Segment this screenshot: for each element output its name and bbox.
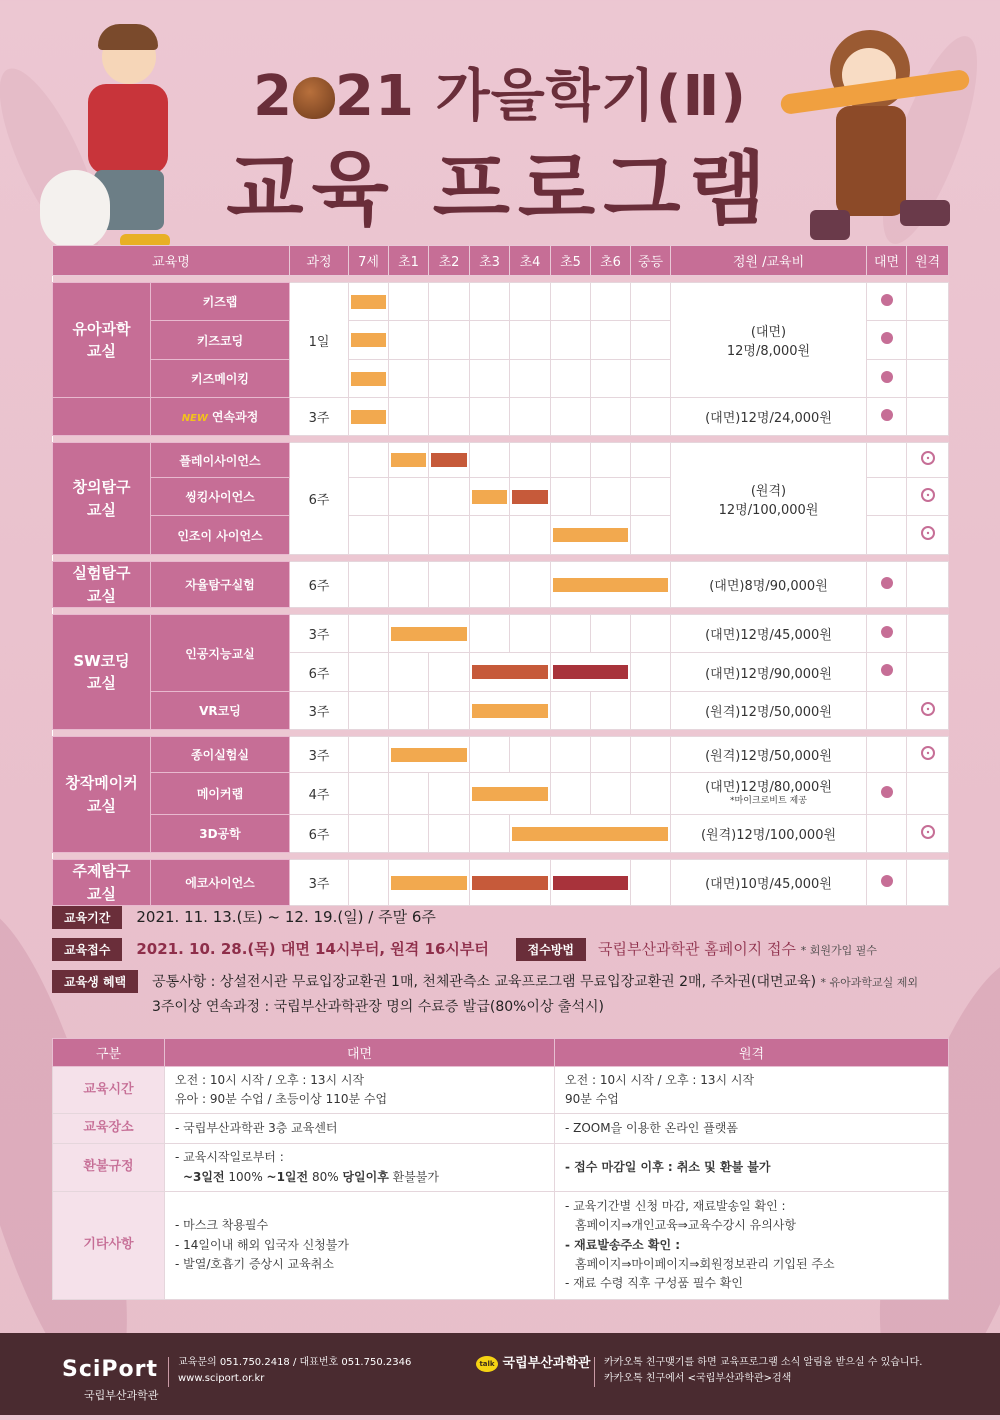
online-ring-icon	[921, 526, 935, 540]
fee-cell: (대면)8명/90,000원	[671, 562, 867, 608]
age-bar	[512, 827, 668, 841]
apply-label: 교육접수	[52, 938, 122, 961]
age-bar	[472, 704, 548, 718]
online-ring-icon	[921, 702, 935, 716]
header-g6: 초6	[591, 246, 631, 276]
offline-dot-icon	[881, 294, 893, 306]
category-maker: 창작메이커 교실	[53, 737, 151, 853]
fee-cell: (대면)12명/45,000원	[671, 615, 867, 653]
benefit-line1: 공통사항 : 상설전시관 무료입장교환권 1매, 천체관측소 교육프로그램 무료입장교환권 2매, 주차권(대면교육)	[152, 974, 817, 990]
duration-cell: 3주	[290, 737, 349, 773]
duration-cell: 3주	[290, 692, 349, 730]
refund-offline: - 교육시작일로부터 : ~3일전 100% ~1일전 80% 당일이후 환불불가	[165, 1144, 555, 1191]
benefit-line2: 3주이상 연속과정 : 국립부산과학관장 명의 수료증 발급(80%이상 출석시)	[152, 999, 604, 1015]
info-apply	[52, 938, 877, 961]
age-bar	[553, 528, 628, 542]
table-row	[53, 1144, 949, 1191]
online-ring-icon	[921, 488, 935, 502]
period-label: 교육기간	[52, 906, 122, 929]
program-enjoyscience: 인조이 사이언스	[151, 516, 290, 555]
program-kidscoding: 키즈코딩	[151, 321, 290, 360]
fee-cell: (원격)12명/100,000원	[671, 815, 867, 853]
page-title: 2 21 가을학기(Ⅱ)	[253, 64, 747, 129]
offline-dot-icon	[881, 371, 893, 383]
fee-cell: (대면) 12명/8,000원	[671, 283, 867, 398]
category-sw: SW코딩 교실	[53, 615, 151, 730]
header-g4: 초4	[510, 246, 551, 276]
duration-cell: 6주	[290, 562, 349, 608]
contact-phone: 교육문의 051.750.2418 / 대표번호 051.750.2346	[178, 1357, 412, 1368]
table-row	[53, 737, 949, 773]
duration-cell: 1일	[290, 283, 349, 398]
table-row	[53, 398, 949, 436]
method-label: 접수방법	[516, 938, 586, 961]
fee-cell: (대면)12명/90,000원	[671, 653, 867, 692]
age-bar	[351, 295, 386, 309]
program-kidsmaking: 키즈메이킹	[151, 360, 290, 398]
etc-offline: - 마스크 착용필수 - 14일이내 해외 입국자 신청불가 - 발열/호흡기 증상시 교육취소	[165, 1191, 555, 1299]
kakao-notice: 카카오톡 친구맺기를 하면 교육프로그램 소식 알림을 받으실 수 있습니다. 카카오톡 친구에서 <국립부산과학관>검색	[604, 1357, 923, 1384]
offline-dot-icon	[881, 577, 893, 589]
offline-dot-icon	[881, 875, 893, 887]
online-ring-icon	[921, 451, 935, 465]
table-row	[53, 692, 949, 730]
duration-cell: 3주	[290, 860, 349, 906]
header-age7: 7세	[349, 246, 389, 276]
age-bar	[553, 665, 628, 679]
table-row	[53, 1114, 949, 1144]
table-row	[53, 443, 949, 478]
age-bar	[553, 578, 668, 592]
age-bar	[391, 627, 467, 641]
category-lab: 실험탐구 교실	[53, 562, 151, 608]
age-bar	[351, 372, 386, 386]
age-bar	[472, 876, 548, 890]
table-row	[53, 860, 949, 906]
fee-cell: (원격)12명/50,000원	[671, 737, 867, 773]
online-ring-icon	[921, 746, 935, 760]
table-row	[53, 815, 949, 853]
sciport-logo: SciPort 국립부산과학관	[62, 1357, 159, 1403]
header-fee: 정원 /교육비	[671, 246, 867, 276]
time-offline: 오전 : 10시 시작 / 오후 : 13시 시작 유아 : 90분 수업 / 초등이상 110분 수업	[165, 1067, 555, 1114]
etc-online: - 교육기간별 신청 마감, 재료발송일 확인 : 홈페이지⇒개인교육⇒교육수강시 유의사항 - 재료발송주소 확인 : 홈페이지⇒마이페이지⇒회원정보관리 기입된 주소 - 재료 수령 직후 구성품 필수 확인	[555, 1191, 949, 1299]
header-duration: 과정	[290, 246, 349, 276]
place-online: - ZOOM을 이용한 온라인 플랫폼	[555, 1114, 949, 1144]
program-3d: 3D공학	[151, 815, 290, 853]
duration-cell: 3주	[290, 398, 349, 436]
header-g3: 초3	[470, 246, 510, 276]
duration-cell: 6주	[290, 653, 349, 692]
age-bar	[431, 453, 467, 467]
program-thinkingscience: 씽킹사이언스	[151, 478, 290, 516]
info-period	[52, 906, 436, 929]
program-paper: 종이실험실	[151, 737, 290, 773]
table-row	[53, 283, 949, 321]
detail-header-row	[53, 1039, 949, 1067]
category-theme: 주제탐구 교실	[53, 860, 151, 906]
age-bar	[391, 748, 467, 762]
offline-dot-icon	[881, 626, 893, 638]
age-bar	[512, 490, 548, 504]
kakao-talk-icon: talk	[476, 1356, 498, 1372]
benefit-label: 교육생 혜택	[52, 970, 138, 993]
refund-online: - 접수 마감일 이후 : 취소 및 환불 불가	[555, 1144, 949, 1191]
row-label-time: 교육시간	[53, 1067, 165, 1114]
website-link[interactable]: www.sciport.or.kr	[178, 1372, 265, 1384]
row-label-refund: 환불규정	[53, 1144, 165, 1191]
age-bar	[391, 453, 426, 467]
place-offline: - 국립부산과학관 3층 교육센터	[165, 1114, 555, 1144]
header-program: 교육명	[53, 246, 290, 276]
fee-cell: (원격)12명/50,000원	[671, 692, 867, 730]
table-row	[53, 615, 949, 653]
program-kidslab: 키즈랩	[151, 283, 290, 321]
program-playscience: 플레이사이언스	[151, 443, 290, 478]
schedule-header-row	[53, 246, 949, 276]
method-note: * 회원가입 필수	[800, 944, 877, 957]
time-online: 오전 : 10시 시작 / 오후 : 13시 시작 90분 수업	[555, 1067, 949, 1114]
detail-table	[52, 1038, 949, 1300]
offline-dot-icon	[881, 664, 893, 676]
duration-cell: 6주	[290, 443, 349, 555]
detail-header-online: 원격	[555, 1039, 949, 1067]
duration-cell: 6주	[290, 815, 349, 853]
table-row	[53, 1191, 949, 1299]
header-middle: 중등	[631, 246, 671, 276]
new-badge: NEW	[181, 413, 208, 424]
header-offline: 대면	[867, 246, 907, 276]
age-bar	[472, 665, 548, 679]
footer	[0, 1333, 1000, 1415]
category-kids: 유아과학 교실	[53, 283, 151, 398]
program-continuous: NEW 연속과정	[151, 398, 290, 436]
fee-cell: (대면)12명/80,000원 *마이크로비트 제공	[671, 773, 867, 815]
offline-dot-icon	[881, 786, 893, 798]
program-maker: 메이커랩	[151, 773, 290, 815]
page-subtitle: 교육 프로그램	[226, 143, 774, 236]
online-ring-icon	[921, 825, 935, 839]
program-freeexp: 자율탐구실험	[151, 562, 290, 608]
benefit-note: * 유아과학교실 제외	[820, 976, 919, 989]
category-creative: 창의탐구 교실	[53, 443, 151, 555]
program-ai: 인공지능교실	[151, 615, 290, 692]
duration-cell: 3주	[290, 615, 349, 653]
chestnut-icon	[293, 77, 335, 119]
age-bar	[472, 490, 507, 504]
kakao-channel[interactable]: talk 국립부산과학관	[476, 1354, 590, 1374]
age-bar	[351, 333, 386, 347]
fee-cell: (대면)10명/45,000원	[671, 860, 867, 906]
footer-contact	[178, 1355, 411, 1386]
age-bar	[391, 876, 467, 890]
header-g1: 초1	[389, 246, 429, 276]
age-bar	[553, 876, 628, 890]
row-label-place: 교육장소	[53, 1114, 165, 1144]
program-vr: VR코딩	[151, 692, 290, 730]
info-benefit	[52, 970, 918, 993]
row-label-etc: 기타사항	[53, 1191, 165, 1299]
detail-header-type: 구분	[53, 1039, 165, 1067]
period-value: 2021. 11. 13.(토) ~ 12. 19.(일) / 주말 6주	[136, 908, 436, 926]
schedule-table	[52, 245, 949, 906]
table-row	[53, 773, 949, 815]
duration-cell: 4주	[290, 773, 349, 815]
table-row	[53, 562, 949, 608]
header-online: 원격	[907, 246, 949, 276]
age-bar	[351, 410, 386, 424]
fee-cell: (대면)12명/24,000원	[671, 398, 867, 436]
detail-header-offline: 대면	[165, 1039, 555, 1067]
program-eco: 에코사이언스	[151, 860, 290, 906]
method-value: 국립부산과학관 홈페이지 접수	[598, 940, 796, 958]
header-g5: 초5	[551, 246, 591, 276]
header-g2: 초2	[429, 246, 470, 276]
apply-value: 2021. 10. 28.(목) 대면 14시부터, 원격 16시부터	[136, 940, 489, 958]
offline-dot-icon	[881, 332, 893, 344]
offline-dot-icon	[881, 409, 893, 421]
fee-cell: (원격) 12명/100,000원	[671, 443, 867, 555]
table-row	[53, 1067, 949, 1114]
age-bar	[472, 787, 548, 801]
